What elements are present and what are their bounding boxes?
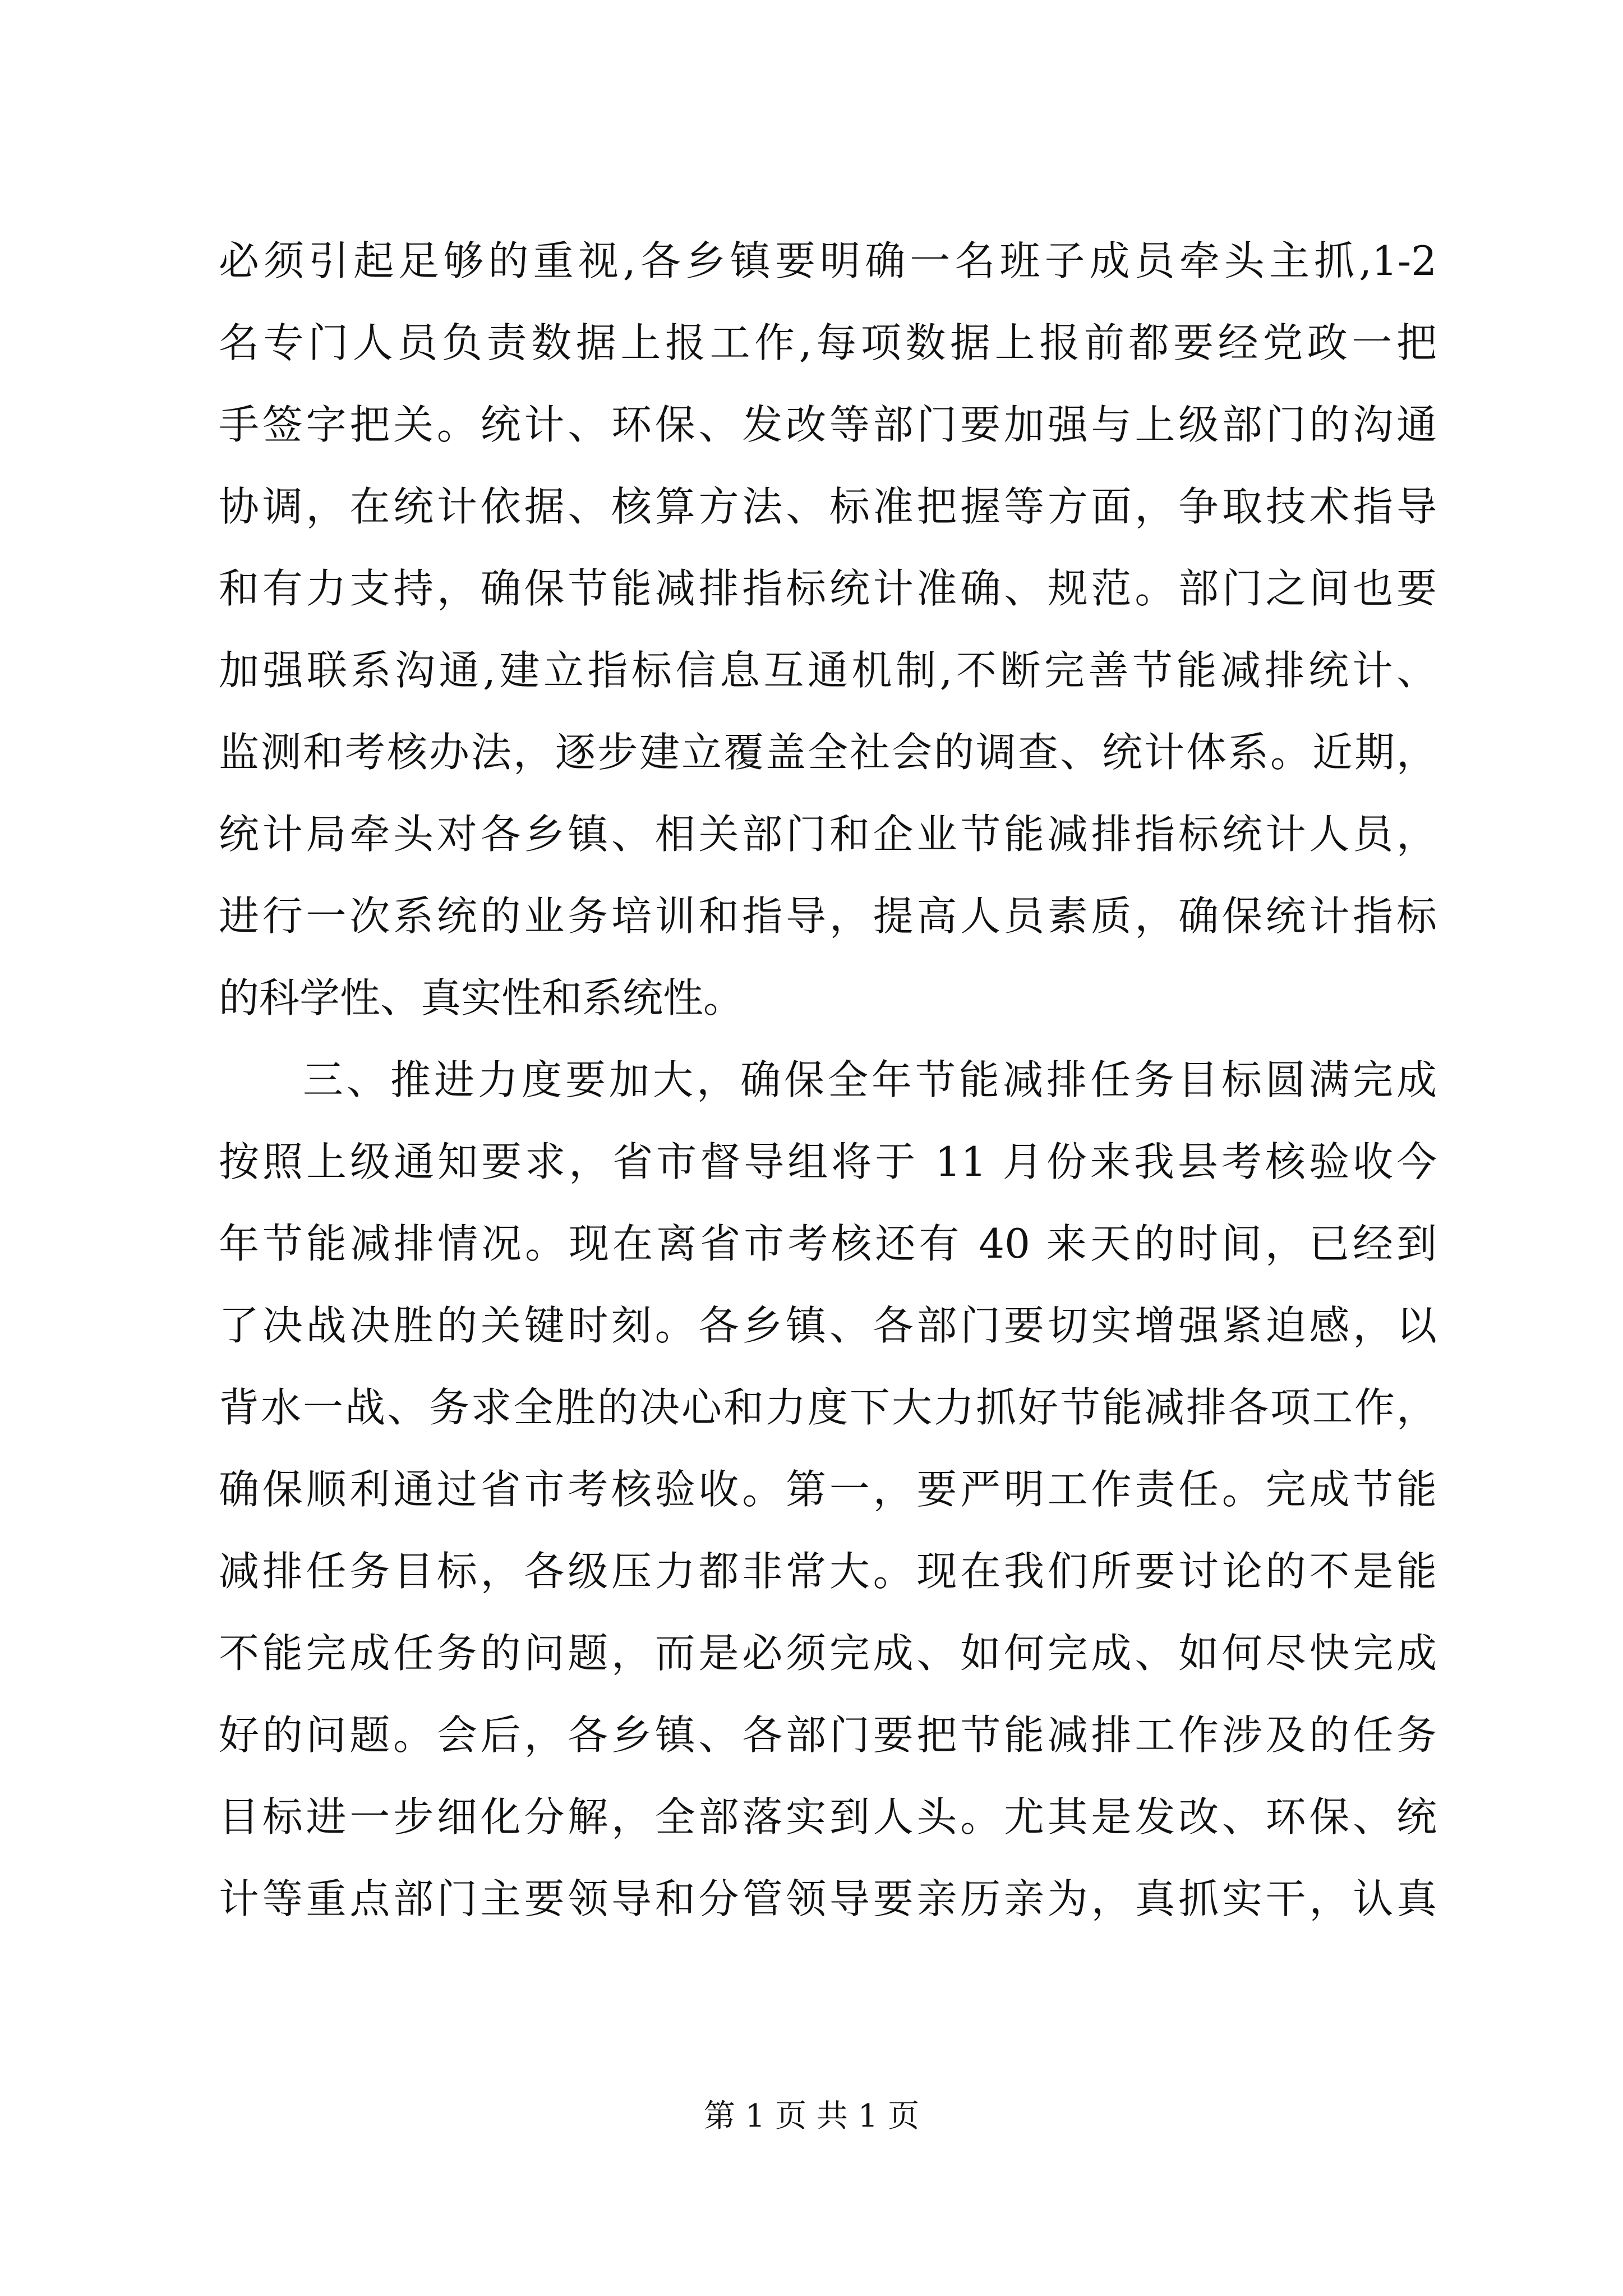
section-heading: 三、推进力度要加大，确保全年节能减排任务目标圆满完成 bbox=[303, 1056, 1437, 1103]
document-body bbox=[219, 220, 1437, 1940]
body-line: 好的问题。会后，各乡镇、各部门要把节能减排工作涉及的任务 bbox=[219, 1711, 1437, 1759]
body-line: 不能完成任务的问题，而是必须完成、如何完成、如何尽快完成 bbox=[219, 1630, 1437, 1677]
body-line: 监测和考核办法，逐步建立覆盖全社会的调查、统计体系。近期， bbox=[219, 729, 1437, 776]
body-line: 计等重点部门主要领导和分管领导要亲历亲为，真抓实干，认真 bbox=[219, 1875, 1437, 1922]
body-line: 背水一战、务求全胜的决心和力度下大力抓好节能减排各项工作， bbox=[219, 1384, 1437, 1431]
body-line: 进行一次系统的业务培训和指导，提高人员素质，确保统计指标 bbox=[219, 892, 1437, 940]
body-line: 按照上级通知要求，省市督导组将于 11 月份来我县考核验收今 bbox=[219, 1138, 1437, 1185]
body-line: 必须引起足够的重视,各乡镇要明确一名班子成员牵头主抓,1-2 bbox=[219, 237, 1437, 284]
page-footer bbox=[0, 2097, 1623, 2136]
body-line: 统计局牵头对各乡镇、相关部门和企业节能减排指标统计人员， bbox=[219, 811, 1437, 858]
body-line: 和有力支持，确保节能减排指标统计准确、规范。部门之间也要 bbox=[219, 565, 1437, 612]
body-line: 年节能减排情况。现在离省市考核还有 40 来天的时间，已经到 bbox=[219, 1220, 1437, 1267]
body-line: 加强联系沟通,建立指标信息互通机制,不断完善节能减排统计、 bbox=[219, 647, 1437, 694]
body-line: 确保顺利通过省市考核验收。第一，要严明工作责任。完成节能 bbox=[219, 1466, 1437, 1513]
body-line: 名专门人员负责数据上报工作,每项数据上报前都要经党政一把 bbox=[219, 319, 1437, 366]
body-line: 协调，在统计依据、核算方法、标准把握等方面，争取技术指导 bbox=[219, 483, 1437, 530]
body-line: 了决战决胜的关键时刻。各乡镇、各部门要切实增强紧迫感，以 bbox=[219, 1302, 1437, 1349]
body-line: 目标进一步细化分解，全部落实到人头。尤其是发改、环保、统 bbox=[219, 1793, 1437, 1841]
body-line: 手签字把关。统计、环保、发改等部门要加强与上级部门的沟通 bbox=[219, 401, 1437, 448]
page-number-label: 第 1 页 共 1 页 bbox=[703, 2098, 920, 2134]
body-line: 的科学性、真实性和系统性。 bbox=[219, 974, 744, 1022]
body-line: 减排任务目标，各级压力都非常大。现在我们所要讨论的不是能 bbox=[219, 1548, 1437, 1595]
